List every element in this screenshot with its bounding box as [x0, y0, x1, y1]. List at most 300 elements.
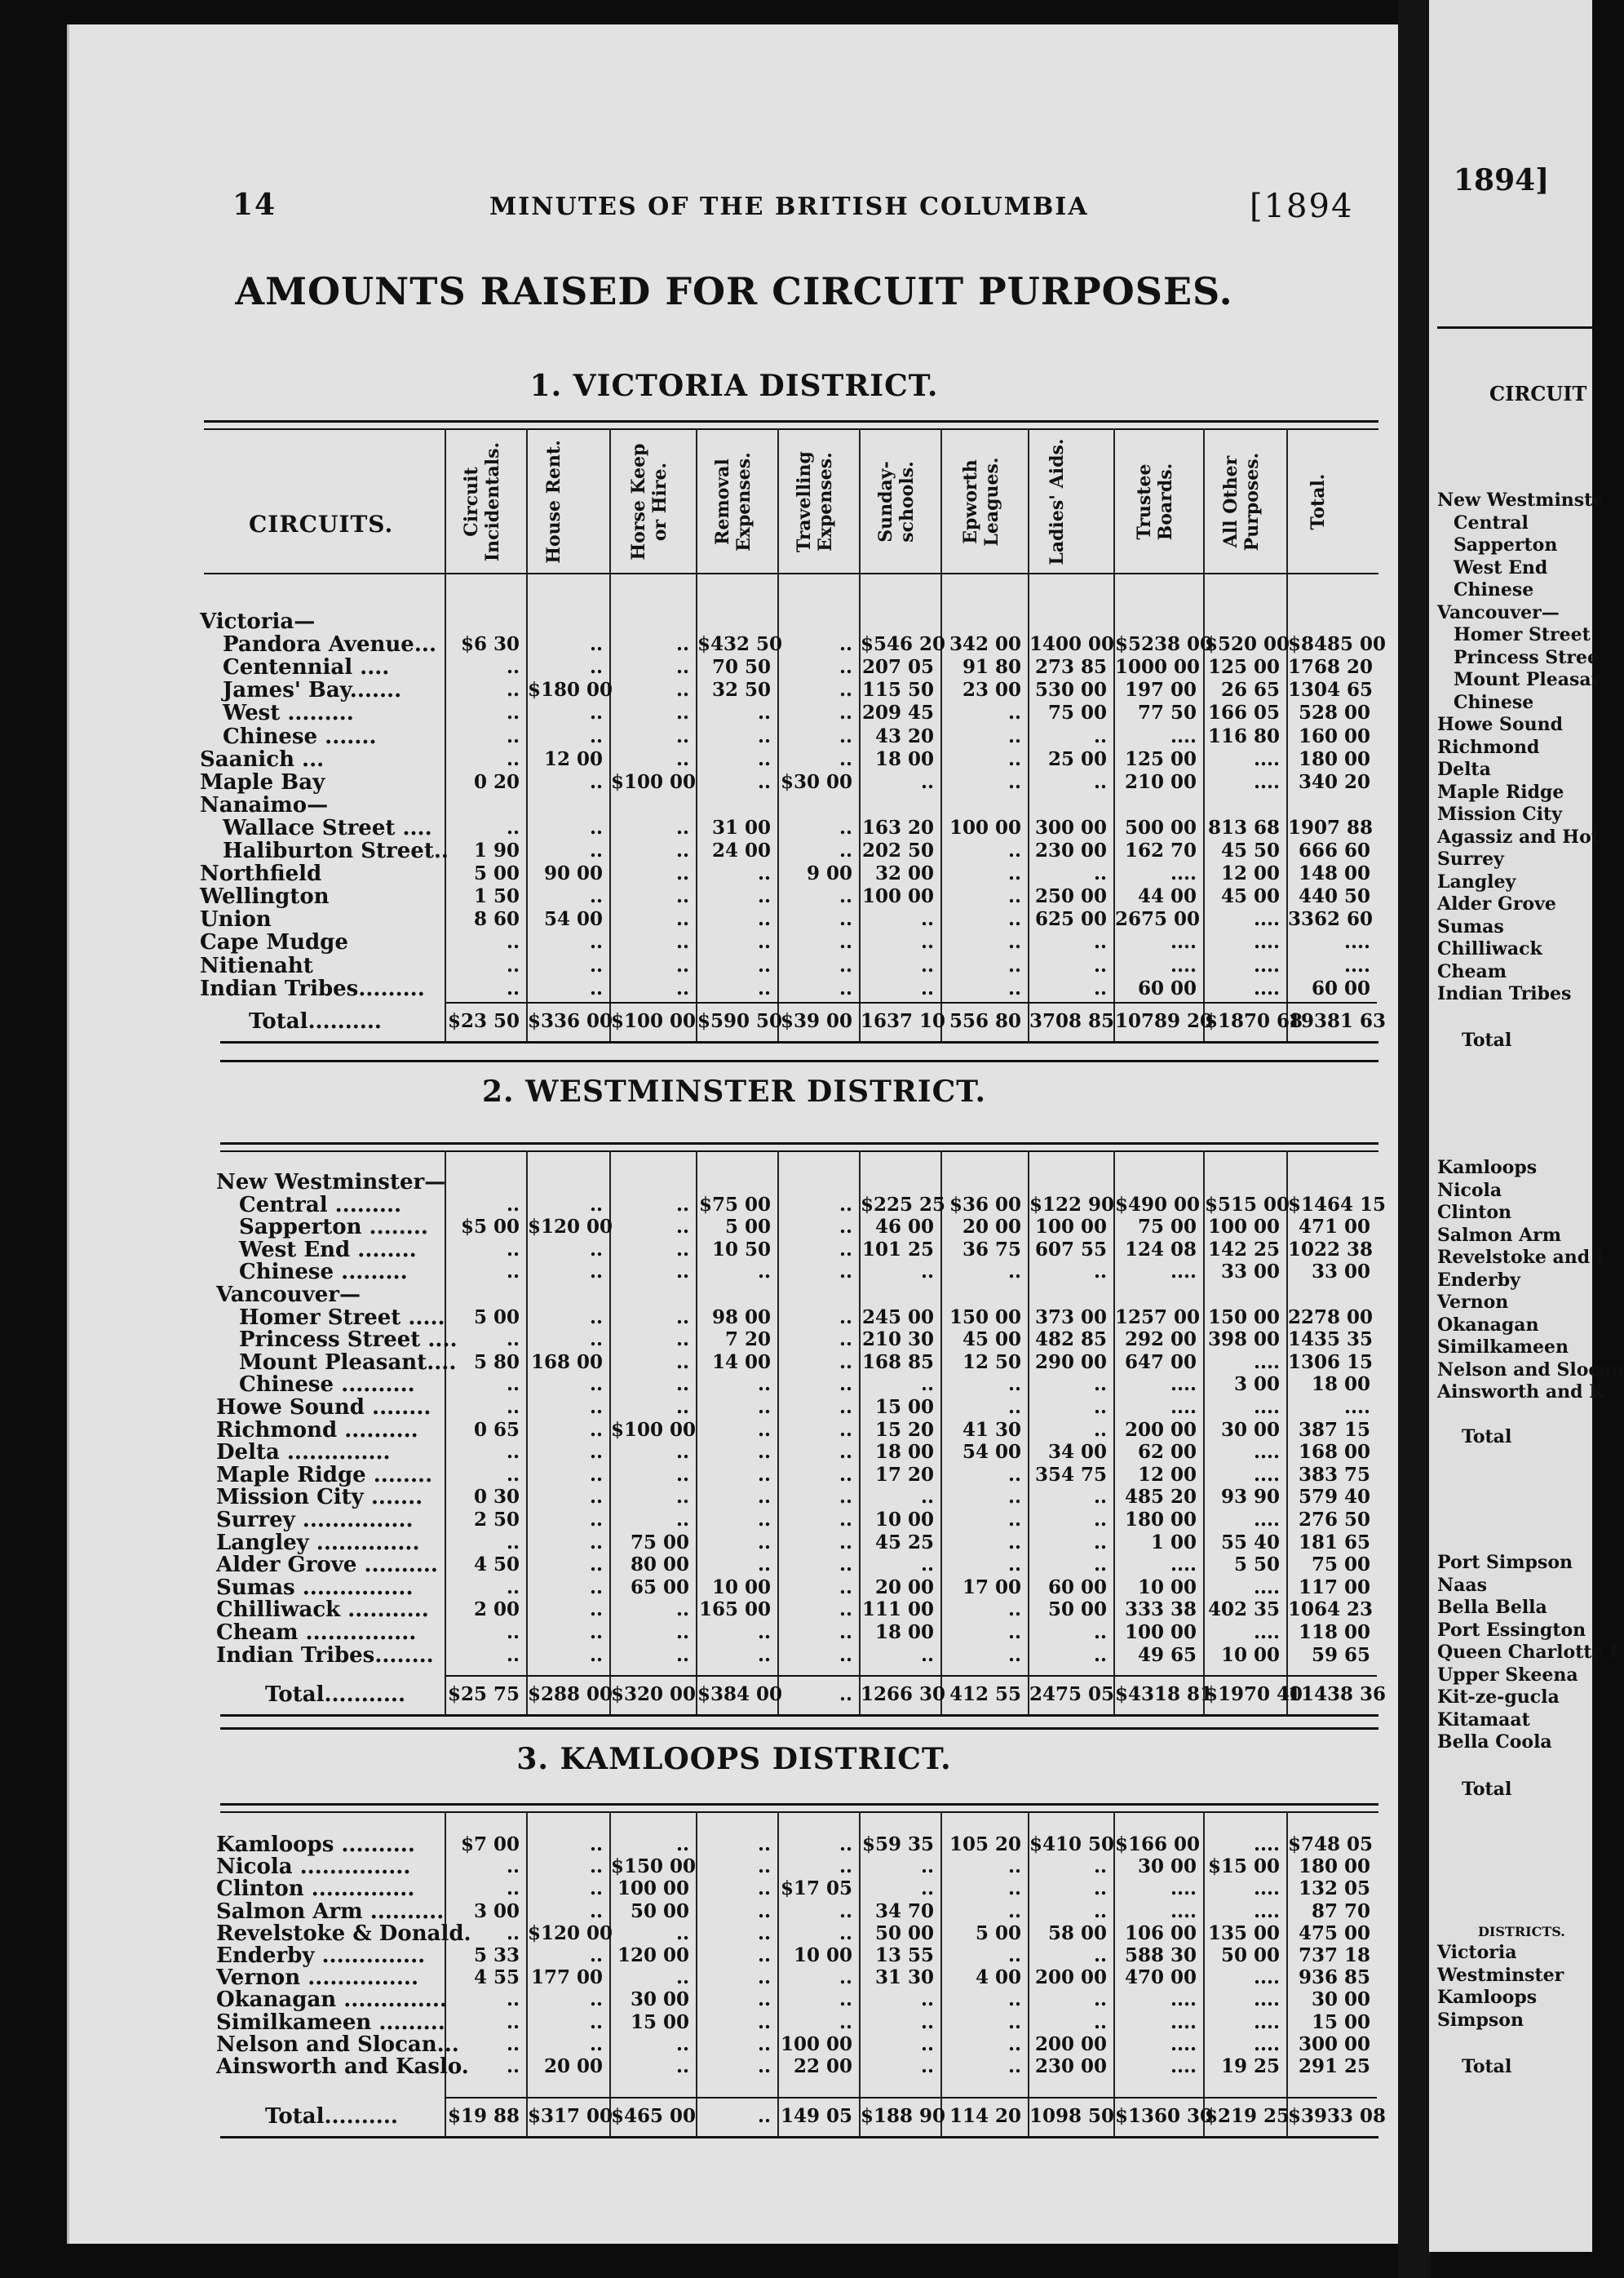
amount-cell: 150 00: [949, 1305, 1021, 1328]
amount-cell: ....: [1253, 1396, 1280, 1418]
amount-cell: ..: [506, 2032, 520, 2055]
circuit-name: Saanich ...: [200, 747, 325, 772]
amount-cell: 165 00: [698, 1598, 771, 1621]
rule: [220, 2136, 1378, 2138]
amount-cell: ..: [839, 885, 852, 908]
amount-cell: ..: [1093, 1553, 1107, 1576]
amount-cell: 91 80: [962, 656, 1021, 679]
total-cell: $219 25: [1205, 2105, 1290, 2127]
facing-circuit-name: Kitamaat: [1437, 1708, 1530, 1731]
circuit-name: Chinese .........: [239, 1260, 408, 1285]
amount-cell: 482 85: [1034, 1328, 1107, 1351]
amount-cell: 398 00: [1207, 1328, 1280, 1351]
amount-cell: $546 20: [861, 633, 946, 656]
total-cell: $188 90: [861, 2105, 946, 2127]
circuit-name: Mount Pleasant....: [239, 1350, 457, 1375]
amount-cell: 168 85: [861, 1350, 934, 1373]
amount-cell: ..: [839, 1463, 852, 1486]
facing-circuit-name: Homer Street: [1454, 624, 1591, 645]
column-header: Travelling Expenses.: [794, 451, 836, 552]
amount-cell: ..: [757, 908, 771, 931]
amount-cell: ..: [839, 1988, 852, 2011]
facing-circuit-name: Surrey: [1437, 849, 1504, 870]
amount-cell: ..: [1007, 1899, 1021, 1922]
amount-cell: $520 00: [1205, 633, 1290, 656]
amount-cell: ..: [1007, 1621, 1021, 1643]
amount-cell: ..: [920, 977, 934, 999]
amount-cell: 2 50: [473, 1509, 520, 1531]
amount-cell: 0 65: [473, 1418, 520, 1441]
amount-cell: 60 00: [1047, 1576, 1107, 1598]
amount-cell: ..: [589, 1553, 603, 1576]
total-cell: ..: [757, 2105, 771, 2127]
amount-cell: ..: [675, 1193, 689, 1216]
amount-cell: $1464 15: [1288, 1193, 1387, 1216]
amount-cell: 340 20: [1298, 770, 1370, 793]
facing-circuit-name: Okanagan: [1437, 1314, 1539, 1336]
facing-circuit-name: Naas: [1437, 1574, 1488, 1596]
amount-cell: 30 00: [630, 1988, 689, 2011]
amount-cell: ..: [1007, 931, 1021, 954]
amount-cell: 54 00: [543, 908, 603, 931]
amount-cell: 46 00: [874, 1216, 934, 1239]
rule: [220, 1060, 1378, 1062]
facing-circuit-name: Mission City: [1437, 804, 1562, 825]
amount-cell: ..: [839, 747, 852, 770]
amount-cell: 58 00: [1047, 1921, 1107, 1944]
circuit-name: Chinese ..........: [239, 1372, 415, 1398]
circuit-name: Indian Tribes........: [216, 1642, 434, 1668]
amount-cell: ..: [1093, 1418, 1107, 1441]
facing-circuit-name: Ainsworth and K: [1437, 1381, 1605, 1403]
circuit-name: Okanagan ..............: [216, 1988, 447, 2013]
amount-cell: ..: [589, 977, 603, 999]
total-cell: $25 75: [447, 1683, 520, 1705]
amount-cell: 5 00: [975, 1921, 1021, 1944]
amount-cell: $5238 00: [1115, 633, 1214, 656]
column-header: Circuit Incidentals.: [461, 441, 503, 562]
amount-cell: 737 18: [1298, 1944, 1370, 1966]
amount-cell: ..: [757, 977, 771, 999]
amount-cell: ..: [757, 725, 771, 747]
amount-cell: 209 45: [861, 702, 934, 725]
amount-cell: 101 25: [861, 1238, 934, 1261]
facing-circuit-name: West End: [1454, 556, 1548, 578]
total-cell: $23 50: [447, 1010, 520, 1032]
amount-cell: ..: [757, 1877, 771, 1900]
amount-cell: 30 00: [1220, 1418, 1280, 1441]
amount-cell: 1435 35: [1288, 1328, 1374, 1351]
amount-cell: 100 00: [1124, 1621, 1197, 1643]
facing-rule: [1437, 326, 1600, 329]
amount-cell: ..: [675, 1509, 689, 1531]
amount-cell: ..: [1007, 2010, 1021, 2033]
amount-cell: ..: [1007, 747, 1021, 770]
circuit-name: Chinese .......: [223, 724, 377, 749]
amount-cell: ....: [1343, 1396, 1370, 1418]
amount-cell: ..: [589, 633, 603, 656]
amount-cell: 8 60: [473, 908, 520, 931]
amount-cell: 3 00: [1233, 1373, 1280, 1396]
amount-cell: ..: [589, 816, 603, 839]
facing-circuit-name: Kamloops: [1437, 1157, 1538, 1178]
amount-cell: 116 80: [1207, 725, 1280, 747]
circuit-name: Nitienaht: [200, 953, 313, 978]
facing-circuit-name: Vernon: [1437, 1292, 1509, 1313]
facing-total: Total: [1462, 2056, 1512, 2077]
amount-cell: ..: [839, 1531, 852, 1553]
amount-cell: ..: [920, 1988, 934, 2011]
amount-cell: ..: [757, 1396, 771, 1418]
running-title: MINUTES OF THE BRITISH COLUMBIA: [489, 193, 1089, 221]
amount-cell: ..: [506, 656, 520, 679]
amount-cell: ..: [1093, 725, 1107, 747]
amount-cell: 50 00: [1220, 1944, 1280, 1966]
total-cell: $317 00: [528, 2105, 613, 2127]
amount-cell: $432 50: [697, 633, 783, 656]
amount-cell: ..: [506, 1193, 520, 1216]
amount-cell: 579 40: [1298, 1486, 1370, 1509]
rule: [220, 1811, 1378, 1813]
amount-cell: 12 00: [1137, 1463, 1197, 1486]
amount-cell: ..: [839, 1598, 852, 1621]
amount-cell: ..: [675, 1350, 689, 1373]
amount-cell: 106 00: [1124, 1921, 1197, 1944]
amount-cell: ..: [839, 725, 852, 747]
total-cell: $3933 08: [1288, 2105, 1387, 2127]
amount-cell: ..: [1007, 1531, 1021, 1553]
amount-cell: ..: [1007, 1509, 1021, 1531]
column-header: Sunday-schools.: [875, 461, 918, 543]
amount-cell: ..: [839, 2010, 852, 2033]
amount-cell: 1304 65: [1288, 679, 1374, 702]
amount-cell: $180 00: [528, 679, 613, 702]
amount-cell: ....: [1170, 1899, 1197, 1922]
amount-cell: 25 00: [1047, 747, 1107, 770]
amount-cell: ..: [757, 1531, 771, 1553]
circuit-name: Maple Ridge ........: [216, 1462, 433, 1487]
amount-cell: ..: [589, 1441, 603, 1464]
amount-cell: 2278 00: [1288, 1305, 1374, 1328]
amount-cell: ..: [1007, 2032, 1021, 2055]
amount-cell: 1064 23: [1288, 1598, 1374, 1621]
amount-cell: 18 00: [874, 1621, 934, 1643]
amount-cell: ....: [1253, 977, 1280, 999]
amount-cell: ....: [1170, 1877, 1197, 1900]
amount-cell: 65 00: [630, 1576, 689, 1598]
amount-cell: ..: [675, 954, 689, 977]
amount-cell: 80 00: [630, 1553, 689, 1576]
amount-cell: ..: [839, 702, 852, 725]
facing-total: Total: [1462, 1030, 1512, 1051]
amount-cell: ..: [839, 931, 852, 954]
amount-cell: ..: [1007, 1261, 1021, 1283]
amount-cell: ....: [1253, 747, 1280, 770]
circuit-name: Union: [200, 907, 272, 933]
amount-cell: ..: [839, 1576, 852, 1598]
amount-cell: 19 25: [1220, 2055, 1280, 2077]
amount-cell: ..: [839, 1833, 852, 1855]
amount-cell: ..: [839, 908, 852, 931]
amount-cell: 59 65: [1311, 1643, 1370, 1666]
amount-cell: 402 35: [1207, 1598, 1280, 1621]
amount-cell: ..: [675, 747, 689, 770]
amount-cell: ..: [506, 1441, 520, 1464]
amount-cell: ..: [1093, 1396, 1107, 1418]
facing-circuit-name: Queen Charlotte I: [1437, 1642, 1618, 1663]
amount-cell: ..: [839, 1328, 852, 1351]
amount-cell: ..: [506, 977, 520, 999]
amount-cell: 1 00: [1150, 1531, 1197, 1553]
amount-cell: ..: [506, 679, 520, 702]
total-cell: $19 88: [447, 2105, 520, 2127]
amount-cell: 12 00: [543, 747, 603, 770]
amount-cell: 100 00: [1034, 1216, 1107, 1239]
amount-cell: 33 00: [1311, 1261, 1370, 1283]
amount-cell: 200 00: [1124, 1418, 1197, 1441]
amount-cell: 70 50: [711, 656, 771, 679]
amount-cell: 55 40: [1220, 1531, 1280, 1553]
amount-cell: ..: [1007, 702, 1021, 725]
total-cell: $336 00: [528, 1010, 613, 1032]
amount-cell: ..: [1093, 954, 1107, 977]
circuit-name: Enderby ..............: [216, 1943, 426, 1968]
facing-districts-header: DISTRICTS.: [1478, 1924, 1565, 1939]
amount-cell: ..: [1093, 977, 1107, 999]
amount-cell: ..: [839, 1373, 852, 1396]
facing-circuit-name: Sumas: [1437, 915, 1504, 937]
amount-cell: 181 65: [1298, 1531, 1370, 1553]
facing-circuit-name: Similkameen: [1437, 1336, 1569, 1358]
amount-cell: ..: [839, 1305, 852, 1328]
amount-cell: 5 00: [724, 1216, 771, 1239]
amount-cell: 1306 15: [1288, 1350, 1374, 1373]
amount-cell: 75 00: [1311, 1553, 1370, 1576]
amount-cell: ..: [757, 1261, 771, 1283]
amount-cell: $30 00: [780, 770, 852, 793]
column-header: Removal Expenses.: [712, 452, 754, 552]
amount-cell: 75 00: [630, 1531, 689, 1553]
amount-cell: ..: [757, 931, 771, 954]
amount-cell: 230 00: [1034, 2055, 1107, 2077]
amount-cell: 15 00: [1311, 2010, 1370, 2033]
amount-cell: $75 00: [698, 1193, 771, 1216]
amount-cell: $120 00: [528, 1216, 613, 1239]
amount-cell: ..: [920, 1877, 934, 1900]
amount-cell: ..: [1093, 1621, 1107, 1643]
rule: [220, 1727, 1378, 1730]
amount-cell: ....: [1170, 1261, 1197, 1283]
amount-cell: 125 00: [1124, 747, 1197, 770]
amount-cell: 34 70: [874, 1899, 934, 1922]
amount-cell: ....: [1253, 954, 1280, 977]
amount-cell: 118 00: [1298, 1621, 1370, 1643]
amount-cell: ..: [589, 770, 603, 793]
amount-cell: ..: [589, 1193, 603, 1216]
circuit-name: Homer Street .....: [239, 1305, 445, 1330]
amount-cell: ..: [506, 1877, 520, 1900]
amount-cell: 93 90: [1220, 1486, 1280, 1509]
total-label: Total...........: [265, 1682, 406, 1707]
amount-cell: ....: [1343, 931, 1370, 954]
amount-cell: ..: [839, 1418, 852, 1441]
facing-circuit-name: Port Simpson: [1437, 1552, 1573, 1573]
amount-cell: ..: [589, 725, 603, 747]
amount-cell: ..: [675, 1328, 689, 1351]
amount-cell: 75 00: [1047, 702, 1107, 725]
amount-cell: $410 50: [1029, 1833, 1115, 1855]
column-header: All Other Purposes.: [1220, 452, 1263, 552]
district-title: 3. KAMLOOPS DISTRICT.: [516, 1742, 952, 1776]
amount-cell: 62 00: [1137, 1441, 1197, 1464]
amount-cell: 10 00: [874, 1509, 934, 1531]
amount-cell: ..: [920, 2032, 934, 2055]
amount-cell: ..: [589, 1877, 603, 1900]
circuit-name: Clinton ..............: [216, 1877, 415, 1902]
amount-cell: 197 00: [1124, 679, 1197, 702]
amount-cell: ..: [1093, 931, 1107, 954]
amount-cell: ..: [839, 1396, 852, 1418]
amount-cell: ..: [757, 1509, 771, 1531]
facing-district-name: Westminster: [1437, 1964, 1564, 1986]
amount-cell: 292 00: [1124, 1328, 1197, 1351]
amount-cell: 1768 20: [1288, 656, 1374, 679]
amount-cell: ..: [675, 725, 689, 747]
rule: [204, 420, 1378, 423]
amount-cell: ..: [920, 931, 934, 954]
amount-cell: $748 05: [1288, 1833, 1374, 1855]
amount-cell: ..: [675, 2055, 689, 2077]
amount-cell: ....: [1170, 1988, 1197, 2011]
amount-cell: ..: [675, 656, 689, 679]
total-label: Total..........: [249, 1009, 382, 1034]
amount-cell: 230 00: [1034, 840, 1107, 862]
amount-cell: 5 00: [473, 862, 520, 885]
facing-circuit-name: Sapperton: [1454, 534, 1558, 556]
amount-cell: ..: [589, 1899, 603, 1922]
rule: [220, 1803, 1378, 1806]
amount-cell: 485 20: [1124, 1486, 1197, 1509]
amount-cell: $59 35: [861, 1833, 934, 1855]
amount-cell: ....: [1170, 2055, 1197, 2077]
amount-cell: 276 50: [1298, 1509, 1370, 1531]
total-cell: $320 00: [611, 1683, 697, 1705]
amount-cell: ..: [1007, 840, 1021, 862]
facing-page-fragment: [1429, 0, 1624, 2252]
amount-cell: ..: [1093, 1509, 1107, 1531]
total-cell: 11438 36: [1288, 1683, 1387, 1705]
facing-district-name: Victoria: [1437, 1942, 1517, 1963]
amount-cell: 60 00: [1137, 977, 1197, 999]
amount-cell: 13 55: [874, 1944, 934, 1966]
amount-cell: ..: [1007, 1486, 1021, 1509]
amount-cell: 168 00: [1298, 1441, 1370, 1464]
amount-cell: ....: [1253, 1899, 1280, 1922]
amount-cell: ..: [506, 1261, 520, 1283]
amount-cell: ..: [1007, 725, 1021, 747]
amount-cell: 24 00: [711, 840, 771, 862]
amount-cell: 4 55: [473, 1966, 520, 1989]
circuit-name: Nanaimo—: [200, 792, 329, 818]
amount-cell: 528 00: [1298, 702, 1370, 725]
amount-cell: ..: [757, 1643, 771, 1666]
amount-cell: ..: [589, 1328, 603, 1351]
amount-cell: 177 00: [530, 1966, 603, 1989]
facing-circuit-name: Princess Stree: [1454, 646, 1599, 668]
column-header: Ladies' Aids.: [1046, 438, 1068, 565]
amount-cell: 300 00: [1298, 2032, 1370, 2055]
circuit-name: James' Bay.......: [223, 678, 402, 703]
amount-cell: 12 00: [1220, 862, 1280, 885]
amount-cell: ..: [675, 1643, 689, 1666]
amount-cell: $166 00: [1115, 1833, 1201, 1855]
amount-cell: 32 50: [711, 679, 771, 702]
facing-circuit-name: Chinese: [1454, 579, 1534, 601]
amount-cell: 180 00: [1124, 1509, 1197, 1531]
amount-cell: ..: [506, 1988, 520, 2011]
rule: [220, 1150, 1378, 1152]
amount-cell: ..: [920, 908, 934, 931]
circuit-name: Richmond ..........: [216, 1417, 418, 1443]
facing-circuit-name: Bella Coola: [1437, 1731, 1552, 1753]
amount-cell: 34 00: [1047, 1441, 1107, 1464]
amount-cell: ..: [675, 1373, 689, 1396]
circuit-name: Princess Street ....: [239, 1327, 458, 1353]
amount-cell: 14 00: [711, 1350, 771, 1373]
amount-cell: ..: [506, 1373, 520, 1396]
facing-district-name: Kamloops: [1437, 1987, 1538, 2008]
amount-cell: 245 00: [861, 1305, 934, 1328]
amount-cell: 45 25: [874, 1531, 934, 1553]
amount-cell: 111 00: [861, 1598, 934, 1621]
amount-cell: ..: [506, 2055, 520, 2077]
amount-cell: 210 00: [1124, 770, 1197, 793]
amount-cell: 588 30: [1124, 1944, 1197, 1966]
amount-cell: ..: [1007, 908, 1021, 931]
amount-cell: ..: [589, 1855, 603, 1878]
amount-cell: ..: [589, 1944, 603, 1966]
amount-cell: ....: [1253, 1621, 1280, 1643]
facing-circuit-name: Nelson and Slocan: [1437, 1358, 1624, 1381]
amount-cell: ..: [839, 1441, 852, 1464]
amount-cell: 18 00: [874, 1441, 934, 1464]
amount-cell: ..: [757, 954, 771, 977]
amount-cell: ..: [839, 679, 852, 702]
circuit-name: Vancouver—: [216, 1283, 361, 1307]
amount-cell: 31 00: [711, 816, 771, 839]
facing-page-year: 1894]: [1454, 163, 1550, 197]
amount-cell: 4 50: [473, 1553, 520, 1576]
amount-cell: 41 30: [962, 1418, 1021, 1441]
amount-cell: 530 00: [1034, 679, 1107, 702]
amount-cell: $120 00: [528, 1921, 613, 1944]
amount-cell: ..: [757, 1486, 771, 1509]
amount-cell: 17 00: [962, 1576, 1021, 1598]
amount-cell: ..: [839, 1621, 852, 1643]
amount-cell: ..: [839, 840, 852, 862]
amount-cell: 100 00: [949, 816, 1021, 839]
amount-cell: ..: [757, 1921, 771, 1944]
amount-cell: ....: [1253, 1350, 1280, 1373]
amount-cell: 5 50: [1233, 1553, 1280, 1576]
amount-cell: ..: [1007, 862, 1021, 885]
amount-cell: ..: [506, 2010, 520, 2033]
column-header-circuits: CIRCUITS.: [249, 511, 394, 538]
amount-cell: ..: [757, 862, 771, 885]
amount-cell: ..: [1093, 1531, 1107, 1553]
amount-cell: ..: [839, 656, 852, 679]
circuit-name: Centennial ....: [223, 655, 390, 680]
